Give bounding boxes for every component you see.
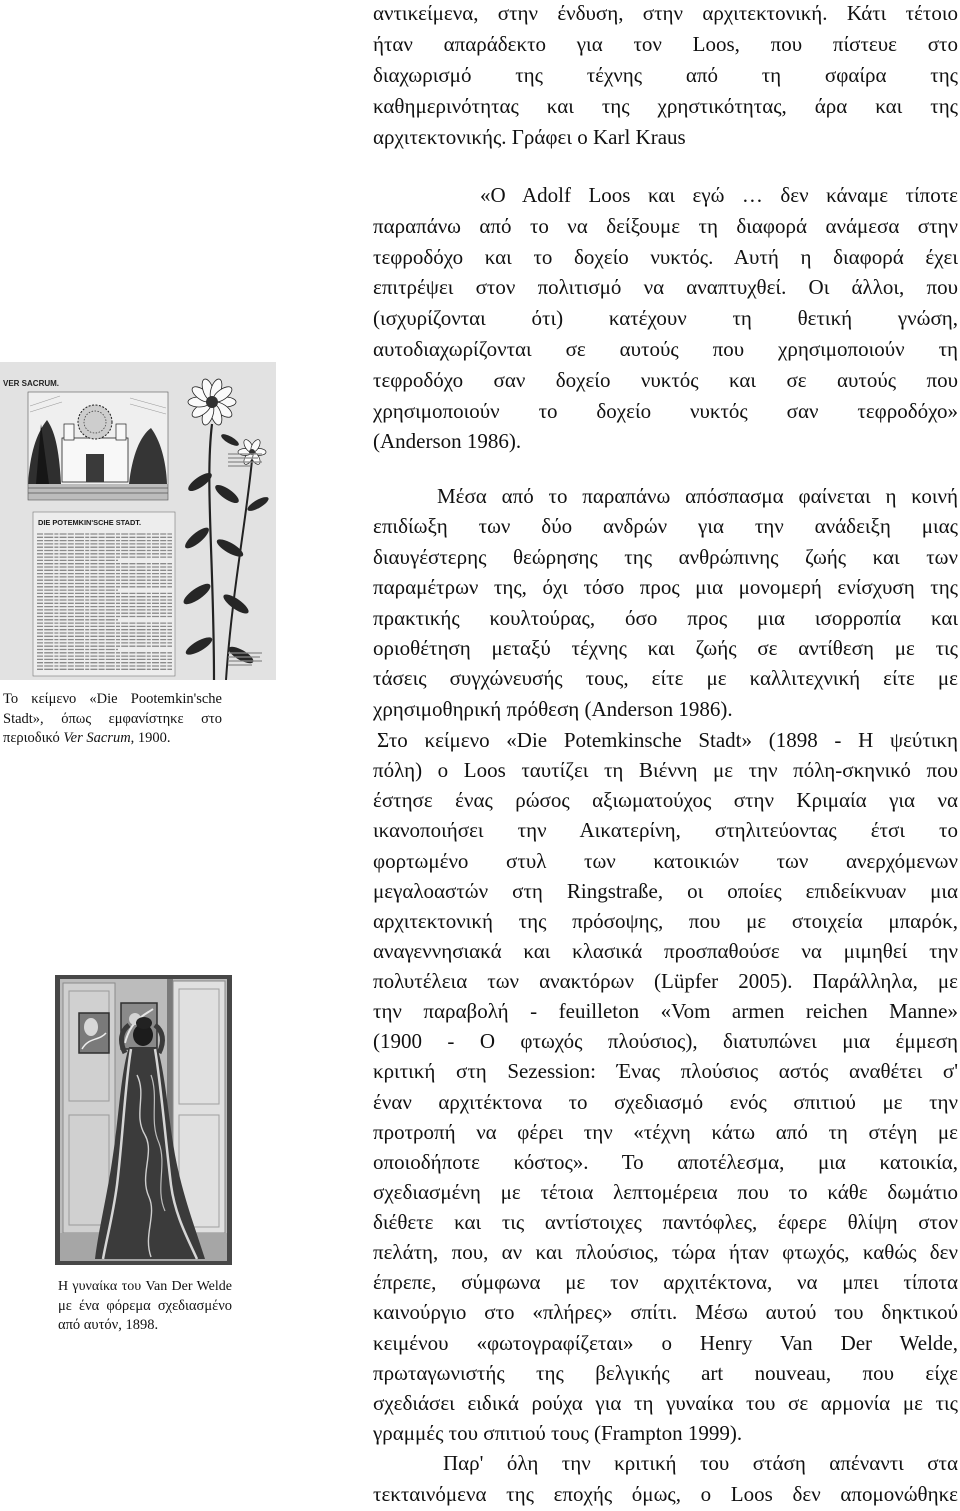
- ver-sacrum-page-image: [0, 362, 276, 680]
- text-line: αυτοδιαχωρίζονται σε αυτούς που χρησιμοποιούν τη: [373, 336, 958, 361]
- text-line: «O Adolf Loos και εγώ … δεν κάναμε τίποτε: [480, 183, 958, 207]
- text-line: κριτική στη Sezession: Ένας πλούσιος αστός αναθέτει σ': [373, 1059, 958, 1084]
- paragraph: [373, 0, 958, 153]
- text-line: οριοθέτηση μεταξύ τέχνης και ζωής σε αντίθεση με τις: [373, 636, 958, 661]
- text-line: σχεδιάσει ειδικά ρούχα για τη γυναίκα του σε αρμονία με τις: [373, 1390, 958, 1415]
- text-line: προτροπή να φέρει την «τέχνη κάτω από τη στέγη με: [373, 1119, 958, 1144]
- caption-line: με ένα φόρεμα σχεδιασμένο: [58, 1297, 232, 1314]
- paragraph: [373, 725, 958, 1448]
- text-line: αναγεννησιακά και κλασικά προσπαθούσε να μιμηθεί την: [373, 938, 958, 963]
- paragraph: [373, 1448, 958, 1510]
- caption-text: περιοδικό: [3, 730, 60, 746]
- text-line: τεκταινόμενα της εποχής όμως, ο Loos δεν απομονώθηκε: [373, 1482, 958, 1506]
- text-line: πολυτέλεια των ανακτόρων (Lüpfer 2005). Παράλληλα, με: [373, 969, 958, 993]
- text-line: διαχωρισμό της τέχνης από τη σφαίρα της: [373, 63, 958, 87]
- text-line: πρακτικής κουλτούρας, όσο προς μια ισορροπία και: [373, 605, 958, 630]
- text-line: έπρεπε, σύμφωνα με τον αρχιτέκτονα, να μπει τίποτα: [373, 1270, 958, 1295]
- ver-sacrum-figure: [0, 362, 276, 680]
- text-line: διέθετε και τις αντίστοιχες παντόφλες, έφερε θλίψη στον: [373, 1210, 958, 1234]
- text-line: χρησιμοθηρική πρόθεση (Anderson 1986).: [373, 696, 733, 721]
- citation-line: (Anderson 1986).: [373, 429, 522, 454]
- caption-text: , 1900.: [130, 730, 171, 746]
- text-line: φορτωμένο στυλ των κατοικιών των ανερχόμενων: [373, 848, 958, 873]
- figure-caption-van-der-welde: [58, 1277, 232, 1336]
- text-line: την παραβολή - feuilleton «Vom armen reichen Manne»: [373, 999, 958, 1024]
- caption-line: από αυτόν, 1898.: [58, 1317, 159, 1333]
- text-line: τάσεις συγχώνευσής τους, είτε με καλλιτεχνική είτε με: [373, 666, 958, 691]
- secession-building-illustration: [28, 392, 168, 500]
- text-line: επιτρέψει στον πολιτισμό να αναπτυχθεί. Οι άλλοι, που: [373, 275, 958, 300]
- block-quote: [373, 180, 958, 457]
- figure-caption-ver-sacrum: [3, 690, 222, 749]
- text-line: αρχιτεκτονική της πρόσοψης, που με στοιχεία μπαρόκ,: [373, 908, 958, 933]
- text-line: σχεδιασμένη με τέτοια λεπτομέρεια που το κάθε δωμάτιο: [373, 1179, 958, 1204]
- text-line: παραπάνω από το να δείξουμε τη διαφορά ανάμεσα στην: [373, 213, 958, 238]
- text-line: τεφροδόχο σαν δοχείο νυκτός και σε αυτούς που: [373, 367, 958, 392]
- van-der-welde-photo-figure: [55, 975, 232, 1265]
- article-heading: DIE POTEMKIN'SCHE STADT.: [38, 518, 142, 527]
- text-line: γραμμές του σπιτιού τους (Frampton 1999).: [373, 1420, 743, 1445]
- text-line: οποιοδήποτε κόστος». Το αποτέλεσμα, μια κατοικία,: [373, 1149, 958, 1174]
- paragraph: [373, 481, 958, 724]
- caption-line: Η γυναίκα του Van Der Welde: [58, 1279, 232, 1294]
- text-line: (1900 - Ο φτωχός πλούσιος), διατυπώνει μια έμμεση: [373, 1029, 958, 1054]
- text-line: ικανοποιήσει την Αικατερίνη, στηλιτεύοντας έτσι το: [373, 818, 958, 843]
- text-line: αρχιτεκτονικής. Γράφει ο Karl Kraus: [373, 125, 686, 149]
- text-line: Στο κείμενο «Die Potemkinsche Stadt» (1898 - Η ψεύτικη: [377, 728, 958, 752]
- text-line: κειμένου «φωτογραφίζεται» ο Henry Van Der Welde,: [373, 1330, 958, 1355]
- text-line: καινούργιο στο «πλήρες» σπίτι. Μέσω αυτού του δηκτικού: [373, 1300, 958, 1325]
- text-line: ήταν απαράδεκτο για τον Loos, που πίστευε στο: [373, 32, 958, 56]
- text-line: έστησε ένας ρώσος αξιωματούχος στην Κριμαία για να: [373, 788, 958, 813]
- caption-line: Stadt», όπως εμφανίστηκε στο: [3, 710, 222, 727]
- text-line: μεγαλοαστών στη Ringstraße, οι οποίες επιδείκνυαν μια: [373, 878, 958, 903]
- text-line: καθημερινότητας και της χρηστικότητας, άρα και της: [373, 94, 958, 118]
- text-line: Μέσα από το παραπάνω απόσπασμα φαίνεται η κοινή: [437, 484, 958, 508]
- article-text-block: [33, 512, 175, 676]
- main-text-column: [373, 0, 958, 1511]
- text-line: έναν αρχιτέκτονα το σχεδιασμό ενός σπιτιού με την: [373, 1089, 958, 1114]
- text-line: (ισχυρίζονται ότι) κατέχουν τη θετική γνώση,: [373, 306, 958, 331]
- text-line: επιδίωξη των δύο ανδρών για την ανάδειξη μιας: [373, 514, 958, 539]
- text-line: αντικείμενα, στην ένδυση, στην αρχιτεκτονική. Κάτι τέτοιο: [373, 1, 958, 25]
- text-line: Παρ' όλη την κριτική του στάση απέναντι στα: [443, 1451, 958, 1475]
- text-line: πόλη) ο Loos ταυτίζει τη Βιέννη με την πόλη-σκηνικό που: [373, 758, 958, 783]
- photo-woman-in-dress: [55, 975, 232, 1265]
- text-line: πελάτη, που, αν και πλούσιος, τώρα ήταν φτωχός, καθώς δεν: [373, 1240, 958, 1265]
- text-line: χρησιμοποιούν το δοχείο νυκτός σαν τεφροδόχο»: [373, 398, 958, 423]
- masthead-label: VER SACRUM.: [3, 379, 60, 388]
- text-line: διαυγέστερης θεώρησης της ανθρώπινης ζωής και των: [373, 544, 958, 569]
- text-line: τεφροδόχο και το δοχείο νυκτός. Αυτή η διαφορά έχει: [373, 244, 958, 269]
- caption-line: [3, 729, 222, 749]
- magazine-title: Ver Sacrum: [63, 730, 131, 746]
- text-line: πρωταγωνιστής της βελγικής art nouveau, που είχε: [373, 1360, 958, 1385]
- text-line: παραμέτρων της, όχι τόσο προς μια μονομερή ενίσχυση της: [373, 575, 958, 600]
- picture-frame-left: [79, 1013, 109, 1053]
- caption-line: Το κείμενο «Die Pootemkin'sche: [3, 691, 222, 707]
